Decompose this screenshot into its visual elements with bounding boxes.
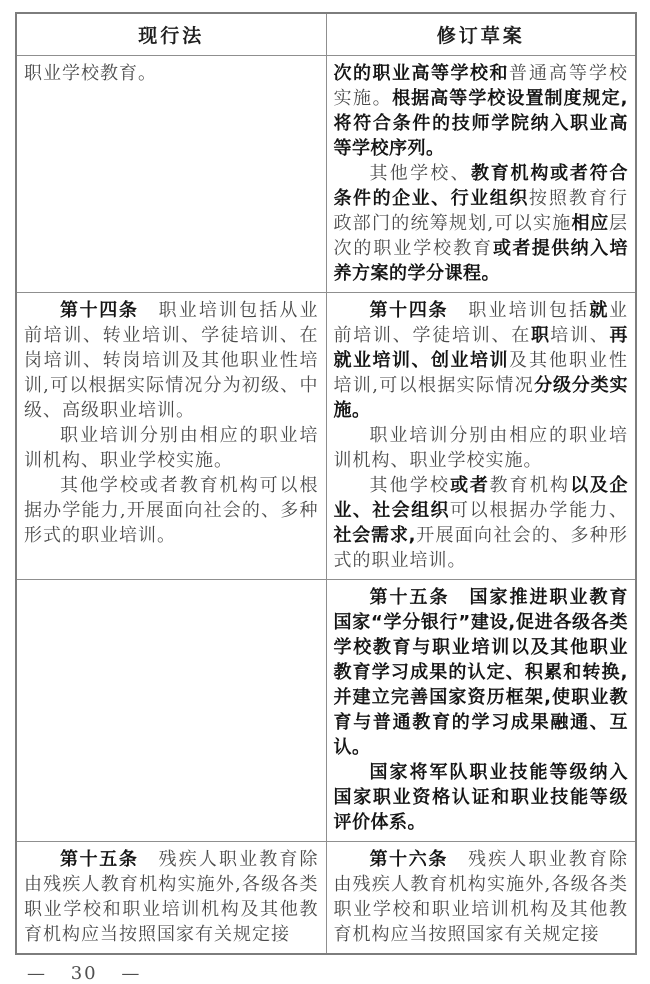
amended-text: 第十四条 (369, 300, 449, 321)
amended-text: 国家将军队职业技能等级纳入国家职业资格认证和职业技能等级评价体系。 (333, 762, 628, 833)
amended-text: 职 (531, 325, 551, 346)
amended-text: 次的职业高等学校和 (333, 63, 509, 84)
amended-text: 第十五条 (60, 849, 139, 870)
paragraph (334, 585, 629, 760)
amended-text: 教育机构或者符合条件的企业、行业组织 (333, 163, 629, 209)
page-number: — 30 — (27, 963, 142, 984)
text-segment: 残疾人职业教育除由残疾人教育机构实施外,各级各类职业学校和职业培训机构及其他教育机构应当按照国家有关规定接 (333, 849, 628, 945)
text-segment: 职业培训包括从业前培训、转业培训、学徒培训、在岗培训、转岗培训及其他职业性培训,可以根据实际情况分为初级、中级、高级职业培训。 (24, 300, 319, 421)
amended-text: 以及企业、社会组织 (333, 475, 629, 521)
amended-text: 分级分类实施。 (333, 375, 628, 421)
law-comparison-table (15, 12, 637, 955)
amended-text: 社会需求, (333, 525, 416, 546)
amended-text: 第十五条 (369, 587, 450, 608)
text-segment: 其他学校、 (369, 163, 471, 184)
paragraph (24, 473, 319, 548)
amended-text: 第十六条 (369, 849, 448, 870)
text-segment: 教育机构 (489, 475, 571, 496)
cell-revised-draft (326, 56, 636, 293)
table-row (16, 293, 636, 580)
amended-text: 再就业培训、创业培训 (333, 325, 628, 371)
table-row (16, 580, 636, 842)
text-segment: 及其他职业性培训,可以根据实际情况 (333, 350, 628, 396)
text-segment: 职业培训包括 (448, 300, 590, 321)
cell-current-law (16, 580, 326, 842)
paragraph (24, 61, 319, 86)
amended-text: 或者提供纳入培养方案的学分课程。 (333, 238, 629, 284)
amended-text: 或者 (450, 475, 490, 496)
cell-current-law (16, 293, 326, 580)
text-segment: 残疾人职业教育除由残疾人教育机构实施外,各级各类职业学校和职业培训机构及其他教育机构应当按照国家有关规定接 (24, 849, 319, 945)
table-header-row (16, 13, 636, 56)
text-segment: 普通高等学校实施。 (333, 63, 628, 109)
paragraph (24, 423, 319, 473)
cell-revised-draft (326, 293, 636, 580)
text-segment: 职业培训分别由相应的职业培训机构、职业学校实施。 (24, 425, 319, 471)
paragraph (334, 61, 629, 161)
text-segment: 层次的职业学校教育 (333, 213, 628, 259)
paragraph (24, 298, 319, 423)
text-segment: 按照教育行政部门的统筹规划,可以实施 (333, 188, 629, 234)
paragraph (334, 847, 629, 947)
paragraph (334, 473, 629, 573)
table-body (16, 56, 636, 955)
column-header-revised-draft: 修订草案 (326, 13, 636, 56)
amended-text: 根据高等学校设置制度规定,将符合条件的技师学院纳入职业高等学校序列。 (333, 88, 629, 159)
cell-current-law (16, 56, 326, 293)
text-segment: 业前培训、学徒培训、在 (333, 300, 629, 346)
table-row (16, 56, 636, 293)
amended-text: 第十四条 (60, 300, 139, 321)
text-segment: 职业培训分别由相应的职业培训机构、职业学校实施。 (333, 425, 628, 471)
text-segment: 其他学校或者教育机构可以根据办学能力,开展面向社会的、多种形式的职业培训。 (24, 475, 319, 546)
text-segment: 开展面向社会的、多种形式的职业培训。 (333, 525, 628, 571)
cell-current-law (16, 842, 326, 955)
text-segment: 可以根据办学能力、 (449, 500, 629, 521)
cell-revised-draft (326, 842, 636, 955)
text-segment: 其他学校 (369, 475, 451, 496)
amended-text: 国家推进职业教育国家“学分银行”建设,促进各级各类学校教育与职业培训以及其他职业教育学习成果的认定、积累和转换,并建立完善国家资历框架,使职业教育与普通教育的学习成果融通、互认。 (333, 587, 628, 758)
table-row (16, 842, 636, 955)
amended-text: 相应 (571, 213, 609, 234)
text-segment: 职业学校教育。 (24, 63, 157, 84)
column-header-current-law: 现行法 (16, 13, 326, 56)
text-segment: 培训、 (550, 325, 610, 346)
paragraph (24, 847, 319, 947)
paragraph (334, 161, 629, 286)
paragraph (334, 760, 629, 835)
amended-text: 就 (589, 300, 610, 321)
paragraph (334, 298, 629, 423)
paragraph (334, 423, 629, 473)
cell-revised-draft (326, 580, 636, 842)
